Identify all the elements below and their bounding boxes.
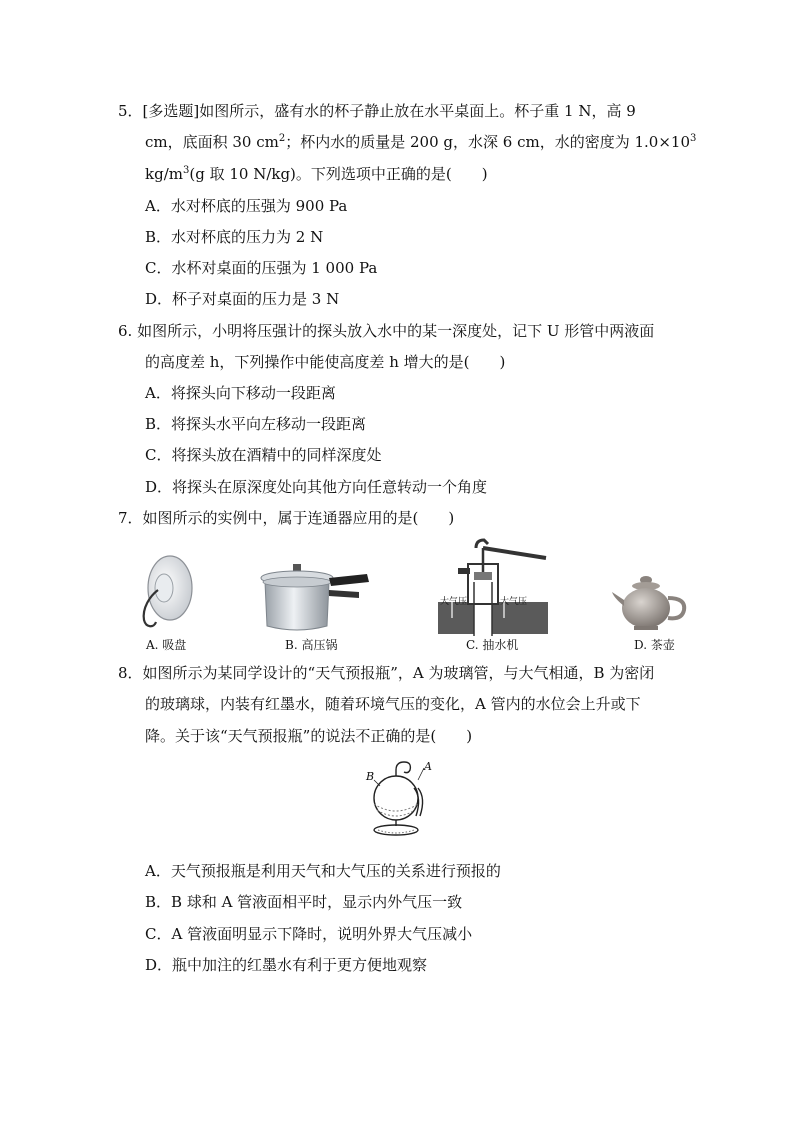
- q6-option-a: A．将探头向下移动一段距离: [145, 384, 336, 402]
- q5-line-3: [145, 164, 488, 184]
- caption-pressure-cooker: B. 高压锅: [285, 638, 338, 652]
- q5-option-b: B．水对杯底的压力为 2 N: [145, 228, 324, 246]
- q5-line-2: [145, 132, 696, 152]
- caption-water-pump: C. 抽水机: [466, 638, 519, 652]
- q6-line-1: 6. 如图所示，小明将压强计的探头放入水中的某一深度处，记下 U 形管中两液面: [118, 322, 655, 340]
- bottle-label-a: A: [424, 760, 432, 773]
- q8-line-1: 8．如图所示为某同学设计的“天气预报瓶”，A 为玻璃管，与大气相通，B 为密闭: [118, 664, 655, 682]
- q5-sup-density: 3: [690, 133, 697, 144]
- q8-line-2: 的玻璃球，内装有红墨水，随着环境气压的变化，A 管内的水位会上升或下: [145, 695, 641, 713]
- bottle-label-b: B: [366, 770, 375, 783]
- q8-option-c: C．A 管液面明显示下降时，说明外界大气压减小: [145, 925, 473, 943]
- q6-option-b: B．将探头水平向左移动一段距离: [145, 415, 367, 433]
- q5-line-3-a: kg/m: [145, 165, 183, 183]
- q5-sup-unit: 3: [182, 165, 190, 176]
- q8-option-a: A．天气预报瓶是利用天气和大气压的关系进行预报的: [145, 862, 501, 880]
- q8-option-d: D．瓶中加注的红墨水有利于更方便地观察: [145, 956, 428, 974]
- q5-option-c: C．水杯对桌面的压强为 1 000 Pa: [145, 259, 378, 277]
- water-pump-figure: [438, 538, 548, 636]
- q5-line-1: 5．[多选题]如图所示，盛有水的杯子静止放在水平桌面上。杯子重 1 N，高 9: [118, 102, 636, 120]
- q5-option-a: A．水对杯底的压强为 900 Pa: [145, 197, 348, 215]
- teapot-figure: [612, 570, 692, 636]
- caption-suction-cup: A. 吸盘: [146, 638, 187, 652]
- q6-option-c: C．将探头放在酒精中的同样深度处: [145, 446, 382, 464]
- pump-label-right: 大气压: [500, 597, 528, 607]
- q7-line-1: 7．如图所示的实例中，属于连通器应用的是( ): [118, 509, 455, 527]
- pressure-cooker-figure: [255, 560, 375, 636]
- suction-cup-figure: [128, 548, 198, 636]
- pump-label-left: 大气压: [440, 597, 468, 607]
- q6-line-2: 的高度差 h，下列操作中能使高度差 h 增大的是( ): [145, 353, 506, 371]
- q5-line-2-b: ；杯内水的质量是 200 g，水深 6 cm，水的密度为 1.0×10: [285, 133, 691, 151]
- q5-option-d: D．杯子对桌面的压力是 3 N: [145, 290, 340, 308]
- caption-teapot: D. 茶壶: [634, 638, 675, 652]
- q5-sup-area: 2: [278, 133, 286, 144]
- q5-line-3-b: (g 取 10 N/kg)。下列选项中正确的是( ): [189, 165, 488, 183]
- q5-line-2-a: cm，底面积 30 cm: [145, 133, 279, 151]
- q8-line-3: 降。关于该“天气预报瓶”的说法不正确的是( ): [145, 727, 473, 745]
- q8-option-b: B．B 球和 A 管液面相平时，显示内外气压一致: [145, 893, 463, 911]
- q6-option-d: D．将探头在原深度处向其他方向任意转动一个角度: [145, 478, 488, 496]
